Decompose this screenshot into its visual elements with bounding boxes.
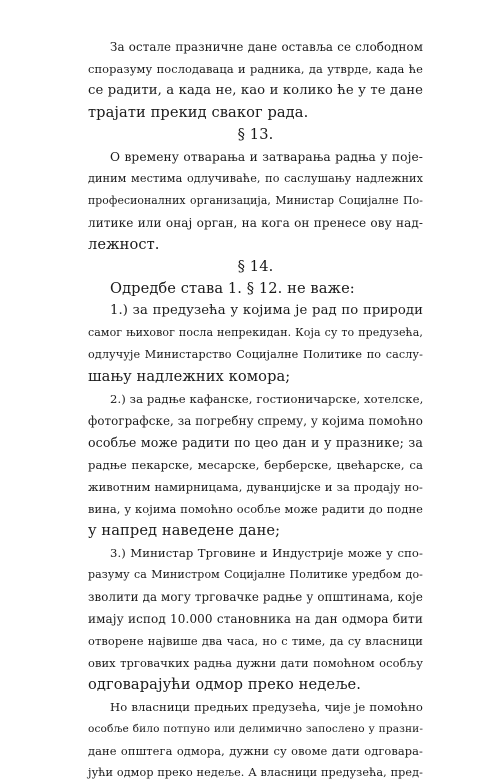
paragraph-line: Одредбе става 1. § 12. не важе: [110, 280, 355, 297]
paragraph-line: вина, у којима помоћно особље може радити до подне [88, 502, 423, 516]
paragraph-line: особље било потпуно или делимично запослено у празни- [88, 723, 423, 735]
paragraph-line: ових трговачких радња дужни дати помоћном особљу [88, 656, 423, 670]
paragraph-line: зволити да могу трговачке радње у општинама, које [88, 590, 423, 604]
paragraph-line: особље може радити по цео дан и у празнике; за [88, 435, 423, 450]
paragraph-line: За остале празничне дане оставља се слободном [110, 40, 423, 54]
paragraph-line: у напред наведене дане; [88, 522, 281, 539]
paragraph-line: споразуму послодаваца и радника, да утврде, када ће [88, 62, 423, 76]
paragraph-line: се радити, а када не, као и колико ће у те дане [88, 83, 423, 98]
paragraph-line: Но власници предњих предузећа, чије је помоћно [110, 700, 423, 714]
paragraph-line: радње пекарске, месарске, берберске, цвећарске, са [88, 458, 423, 472]
paragraph-line: самог њиховог посла непрекидан. Која су то предузећа, [88, 326, 423, 339]
paragraph-line: одговарајући одмор преко недеље. [88, 676, 361, 693]
paragraph-line: разуму са Министром Социјалне Политике уредбом до- [88, 568, 423, 581]
paragraph-line: фотографске, за погребну спрему, у којима помоћно [88, 414, 423, 428]
paragraph-line: професионалних организација, Министар Социјалне По- [88, 194, 423, 207]
paragraph-line: трајати прекид сваког рада. [88, 104, 309, 121]
paragraph-line: лежност. [88, 236, 160, 253]
paragraph-line: 1.) за предузећа у којима је рад по природи [110, 303, 423, 318]
section-heading: § 14. [237, 258, 274, 275]
paragraph-line: литике или онај орган, на кога он пренесе ову над- [88, 216, 423, 230]
paragraph-line: 3.) Министар Трговине и Индустрије може у спо- [110, 546, 423, 560]
paragraph-line: одлучује Министарство Социјалне Политике по саслу- [88, 348, 423, 361]
paragraph-line: О времену отварања и затварања радња у поје- [110, 150, 423, 164]
paragraph-line: животним намирницама, дуванџијске и за продају но- [88, 480, 423, 494]
paragraph-line: диним местима одлучиваће, по саслушању надлежних [88, 172, 423, 185]
paragraph-line: шању надлежних комора; [88, 368, 291, 385]
paragraph-line: 2.) за радње кафанске, гостионичарске, хотелске, [110, 392, 424, 406]
paragraph-line: отворене највише два часа, но с тиме, да су власници [88, 634, 423, 648]
section-heading: § 13. [237, 126, 274, 143]
paragraph-line: имају испод 10.000 становника на дан одмора бити [88, 612, 423, 626]
paragraph-line: јући одмор преко недеље. А власници предузећа, пред- [88, 766, 423, 779]
paragraph-line: дане општега одмора, дужни су овоме дати одговара- [88, 744, 423, 758]
